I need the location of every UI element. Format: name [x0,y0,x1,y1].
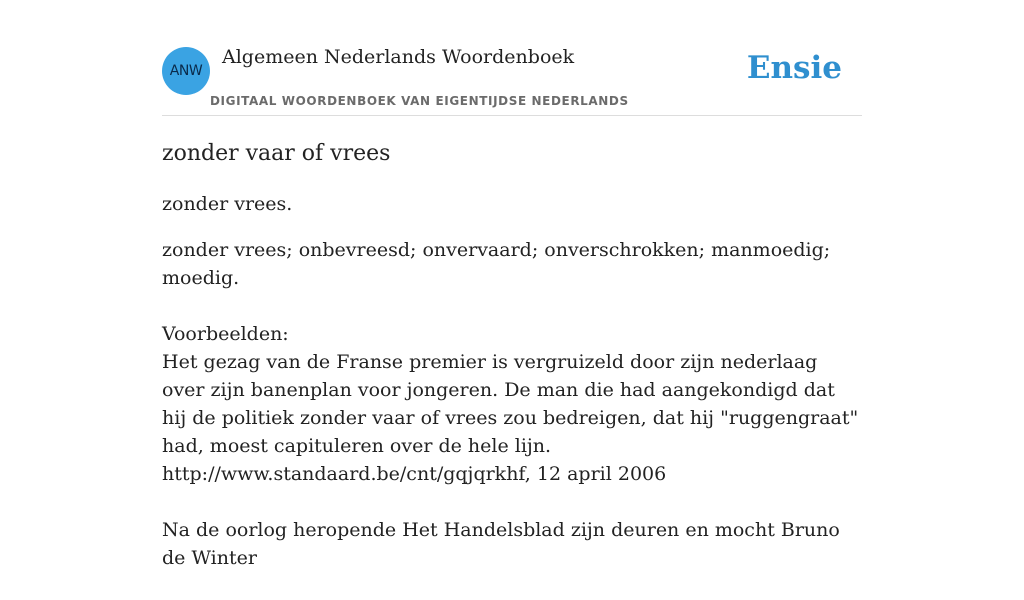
site-header [162,0,862,116]
example-source: http://www.standaard.be/cnt/gqjqrkhf, 12 april 2006 [162,463,667,485]
ensie-logo[interactable]: Ensie [746,50,842,86]
site-title[interactable]: Algemeen Nederlands Woordenboek [222,46,575,68]
example-text: Het gezag van de Franse premier is vergruizeld door zijn nederlaag over zijn banenplan voor jongeren. De man die had aangekondigd dat hij de politiek zonder vaar of vrees zou bedreigen, dat hij "ruggengraat" had, moest capituleren over de hele lijn. [162,351,859,457]
entry-content [162,138,862,600]
examples-label: Voorbeelden: [162,323,289,345]
entry-synonyms: zonder vrees; onbevreesd; onvervaard; onverschrokken; manmoedig; moedig. [162,239,831,289]
page [162,0,862,569]
entry-term: zonder vaar of vrees [162,141,391,166]
site-subtitle: DIGITAAL WOORDENBOEK VAN EIGENTIJDSE NEDERLANDS [210,94,629,108]
example-item [162,348,862,488]
example-text: Na de oorlog heropende Het Handelsblad zijn deuren en mocht Bruno de Winter [162,519,840,569]
entry-definition: zonder vrees. [162,193,293,215]
anw-logo[interactable]: ANW [162,47,210,95]
example-item [162,516,862,572]
